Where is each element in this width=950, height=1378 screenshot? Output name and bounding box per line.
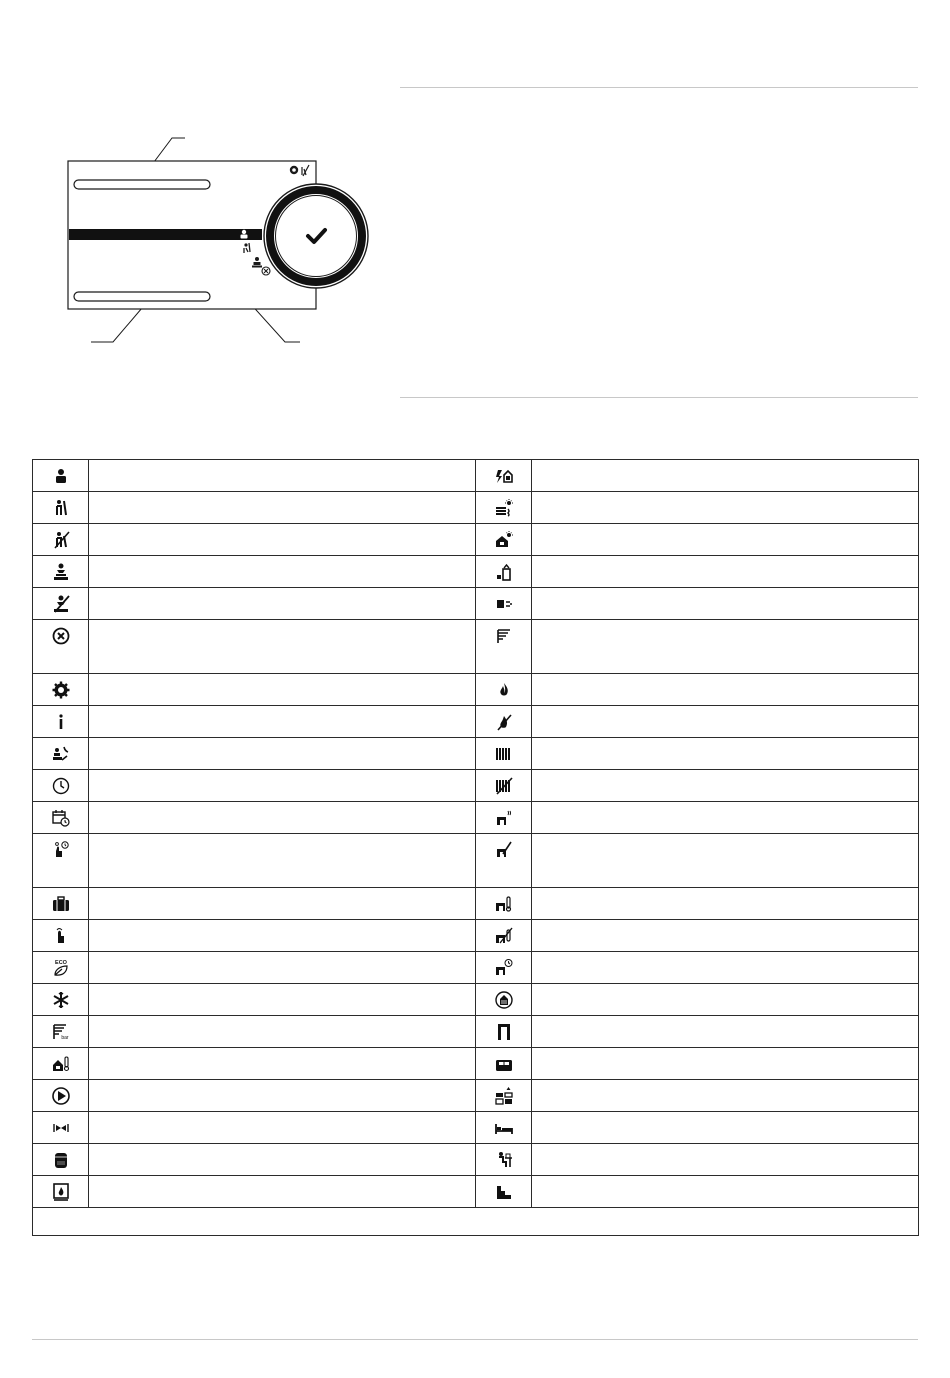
legend-row (33, 802, 919, 834)
legend-row (33, 1176, 919, 1208)
clock-icon (51, 776, 71, 796)
legend-description (532, 588, 919, 620)
legend-icon-cell (33, 984, 89, 1016)
legend-description (532, 802, 919, 834)
legend-description (532, 1016, 919, 1048)
legend-description (532, 1144, 919, 1176)
legend-icon-cell (33, 1080, 89, 1112)
legend-description (532, 738, 919, 770)
eco-leaf-icon (51, 958, 71, 978)
legend-description (532, 1112, 919, 1144)
house-thermometer-icon (51, 1054, 71, 1074)
legend-description (532, 1048, 919, 1080)
legend-description (89, 1016, 476, 1048)
legend-icon-cell (476, 556, 532, 588)
legend-description (89, 1176, 476, 1208)
legend-icon-cell (476, 1016, 532, 1048)
legend-icon-cell (476, 738, 532, 770)
legend-icon-cell (476, 1112, 532, 1144)
legend-icon-cell (33, 1112, 89, 1144)
legend-icon-cell (33, 802, 89, 834)
tap-thermometer-off-icon (494, 926, 514, 946)
legend-row (33, 770, 919, 802)
door-icon (494, 1022, 514, 1042)
legend-icon-cell (33, 888, 89, 920)
display-title-field (74, 180, 210, 189)
legend-description (89, 460, 476, 492)
legend-description (89, 952, 476, 984)
legend-description (532, 492, 919, 524)
radiator-icon (494, 744, 514, 764)
service-wrench-icon (51, 498, 71, 518)
installer-icon (51, 562, 71, 582)
radiator-off-icon (494, 776, 514, 796)
legend-description (89, 888, 476, 920)
phone-house-icon (494, 562, 514, 582)
desk-person-icon (494, 1150, 514, 1170)
valve-icon (51, 1118, 71, 1138)
legend-row (33, 674, 919, 706)
top-rule (400, 87, 918, 88)
legend-row (33, 1144, 919, 1176)
legend-description (89, 738, 476, 770)
legend-description (532, 920, 919, 952)
touch-clock-icon (51, 840, 71, 860)
play-circle-icon (51, 1086, 71, 1106)
legend-description (89, 802, 476, 834)
legend-icon-cell (476, 674, 532, 706)
cancel-circle-icon (51, 626, 71, 646)
legend-icon-cell (476, 984, 532, 1016)
legend-icon-cell (476, 920, 532, 952)
pressure-bar-icon (51, 1022, 71, 1042)
legend-icon-cell (33, 492, 89, 524)
legend-icon-cell (33, 556, 89, 588)
middle-rule (400, 397, 918, 398)
solar-collector-icon (494, 498, 514, 518)
legend-icon-cell (476, 802, 532, 834)
bed-icon (494, 1118, 514, 1138)
legend-description (89, 674, 476, 706)
sofa-icon (494, 1054, 514, 1074)
legend-description (532, 770, 919, 802)
plug-icon (494, 594, 514, 614)
legend-icon-cell (33, 952, 89, 984)
legend-row (33, 1112, 919, 1144)
legend-row (33, 620, 919, 674)
legend-description (532, 706, 919, 738)
legend-description (89, 1144, 476, 1176)
legend-icon-cell (476, 706, 532, 738)
legend-description (89, 770, 476, 802)
display-figure (0, 0, 400, 380)
legend-icon-cell (33, 674, 89, 706)
legend-description (532, 524, 919, 556)
legend-row (33, 920, 919, 952)
bottom-rule (32, 1339, 918, 1340)
legend-icon-cell (476, 1080, 532, 1112)
legend-description (89, 588, 476, 620)
legend-row (33, 952, 919, 984)
tap-off-icon (494, 840, 514, 860)
legend-description (89, 834, 476, 888)
control-knob (264, 184, 368, 288)
info-icon (51, 712, 71, 732)
legend-description (532, 834, 919, 888)
legend-icon-cell (476, 834, 532, 888)
legend-footer-cell (33, 1208, 919, 1236)
tap-clock-icon (494, 958, 514, 978)
legend-description (532, 888, 919, 920)
flame-icon (494, 680, 514, 700)
legend-row (33, 460, 919, 492)
tap-thermometer-icon (494, 894, 514, 914)
gear-icon (51, 680, 71, 700)
flame-off-icon (494, 712, 514, 732)
legend-description (89, 706, 476, 738)
legend-description (532, 674, 919, 706)
legend-icon-cell (33, 620, 89, 674)
legend-row (33, 1048, 919, 1080)
legend-icon-cell (476, 524, 532, 556)
legend-icon-cell (33, 738, 89, 770)
legend-description (532, 620, 919, 674)
installer-off-icon (51, 594, 71, 614)
legend-row (33, 888, 919, 920)
display-diagram (0, 0, 400, 380)
legend-description (89, 556, 476, 588)
legend-icon-cell (33, 1016, 89, 1048)
legend-description (89, 1080, 476, 1112)
legend-description (532, 556, 919, 588)
legend-icon-cell (476, 770, 532, 802)
legend-description (89, 1112, 476, 1144)
legend-icon-cell (33, 920, 89, 952)
legend-description (89, 492, 476, 524)
legend-icon-cell (33, 524, 89, 556)
calendar-clock-icon (51, 808, 71, 828)
display-status-field (74, 292, 210, 301)
legend-icon-cell (33, 706, 89, 738)
legend-footer-row (33, 1208, 919, 1236)
flow-icon (494, 626, 514, 646)
legend-row (33, 1080, 919, 1112)
legend-row (33, 738, 919, 770)
legend-row (33, 556, 919, 588)
legend-row (33, 1016, 919, 1048)
legend-icon-cell (476, 1176, 532, 1208)
legend-row (33, 492, 919, 524)
legend-description (532, 952, 919, 984)
tap-hot-icon (494, 808, 514, 828)
legend-icon-cell (476, 1048, 532, 1080)
legend-description (89, 620, 476, 674)
cylinder-icon (51, 1150, 71, 1170)
legend-row (33, 706, 919, 738)
legend-icon-cell (33, 1144, 89, 1176)
legend-description (532, 984, 919, 1016)
legend-icon-cell (33, 834, 89, 888)
legend-row (33, 588, 919, 620)
legend-icon-cell (476, 1144, 532, 1176)
legend-icon-cell (33, 770, 89, 802)
legend-description (89, 1048, 476, 1080)
legend-description (89, 920, 476, 952)
solar-house-icon (494, 530, 514, 550)
legend-icon-cell (476, 492, 532, 524)
boiler-flame-icon (51, 1182, 71, 1202)
tank-circle-icon (494, 990, 514, 1010)
legend-icon-cell (33, 460, 89, 492)
phone-service-icon (51, 744, 71, 764)
legend-description (89, 524, 476, 556)
legend-icon-cell (33, 588, 89, 620)
svg-text:ECO: ECO (54, 959, 67, 966)
legend-row (33, 984, 919, 1016)
user-icon (51, 466, 71, 486)
legend-description (532, 1080, 919, 1112)
icon-legend-table (32, 459, 919, 1236)
legend-icon-cell (476, 620, 532, 674)
stairs-icon (494, 1182, 514, 1202)
service-wrench-off-icon (51, 530, 71, 550)
svg-text:bar: bar (60, 1034, 69, 1041)
legend-icon-cell (476, 952, 532, 984)
legend-row (33, 834, 919, 888)
selected-menu-bar (69, 229, 262, 240)
legend-description (89, 984, 476, 1016)
snowflake-icon (51, 990, 71, 1010)
legend-icon-cell (476, 888, 532, 920)
legend-description (532, 1176, 919, 1208)
legend-row (33, 524, 919, 556)
header-gear-icon (290, 166, 298, 174)
touch-icon (51, 926, 71, 946)
suitcase-icon (51, 894, 71, 914)
electric-house-icon (494, 466, 514, 486)
zones-icon (494, 1086, 514, 1106)
legend-icon-cell (476, 460, 532, 492)
legend-icon-cell (33, 1176, 89, 1208)
legend-icon-cell (33, 1048, 89, 1080)
legend-description (532, 460, 919, 492)
legend-icon-cell (476, 588, 532, 620)
